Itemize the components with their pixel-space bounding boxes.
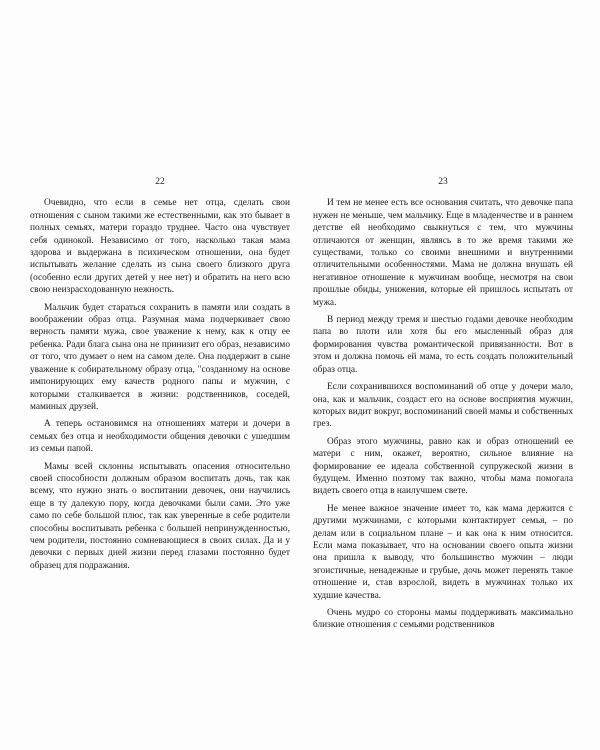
- left-paragraph: А теперь остановимся на отношениях матери и дочери в семьях без отца и необходимости общения девочки с ушедшим из семьи папой.: [30, 419, 290, 455]
- left-page: [30, 176, 290, 572]
- right-paragraph: Если сохранившихся воспоминаний об отце у дочери мало, она, как и мальчик, создаст его на основе восприятия мужчин, которых видит вокруг, воспоминаний своей мамы и собственных грез.: [313, 382, 573, 430]
- left-paragraph: Очевидно, что если в семье нет отца, сделать свои отношения с сыном такими же естественными, как это бывает в полных семьях, матери гораздо труднее. Часто она чувствует себя одинокой. Независимо от того, насколько такая мама здорова и выдержана в психическом отношении, она будет испытывать желание сделать из сына своего близкого друга (особенно если других детей у нее нет) и обратить на него всю свою неизрасходованную нежность.: [30, 198, 290, 296]
- right-paragraph: Не менее важное значение имеет то, как мама держится с другими мужчинами, с которыми контактирует семья, – по делам или в социальном плане – и как она к ним относится. Если мама показывает, что на основании своего опыта жизни она пришла к выводу, что большинство мужчин – люди эгоистичные, ненадежные и грубые, дочь может перенять такое отношение и, став взрослой, видеть в мужчинах только их худшие качества.: [313, 503, 573, 601]
- right-paragraph: В период между тремя и шестью годами девочке необходим папа во плоти или хотя бы его мысленный образ для формирования чувства романтической привязанности. Вот в этом и должна помочь ей мама, то есть создать положительный образ отца.: [313, 315, 573, 375]
- right-page: [313, 176, 573, 632]
- page-number-right: 23: [438, 177, 448, 187]
- left-paragraph: Мальчик будет стараться сохранить в памяти или создать в воображении образ отца. Разумная мама подчеркивает свою верность памяти мужа, свое уважение к нему, как к отцу ее ребенка. Ради блага сына она не принизит его образ, независимо от того, что думает о нем на самом деле. Она поддержит в сыне уважение к собирательному образу отца, "созданному на основе импонирующих ему качеств родного папы и мужчин, с которыми сталкивается в жизни: родственников, соседей, маминых друзей.: [30, 302, 290, 412]
- right-paragraph: И тем не менее есть все основания считать, что девочке папа нужен не меньше, чем мальчику. Еще в младенчестве и в раннем детстве ей необходимо свыкнуться с тем, что мужчины отличаются от женщин, являясь в то же время такими же существами, только со своими внешними и внутренними отличительными особенностями. Мама не должна внушать ей негативное отношение к мужчинам вообще, несмотря на свои прошлые обиды, унижения, которые ей пришлось испытать от мужа.: [313, 198, 573, 308]
- right-paragraph: Образ этого мужчины, равно как и образ отношений ее матери с ним, окажет, вероятно, сильное влияние на формирование ее идеала собственной супружеской жизни в будущем. Именно поэтому так важно, чтобы мама помогала видеть своего отца в наилучшем свете.: [313, 436, 573, 497]
- left-paragraph: Мамы всей склонны испытывать опасения относительно своей способности должным образом воспитать дочь, так как всему, что нужно знать о воспитании девочек, они научились еще в ту далекую пору, когда девочками были сами. Это уже само по себе большой плюс, так как уверенные в себе родители способны воспитывать ребенка с большей непринужденностью, чем родители, постоянно сомневающиеся в своих силах. Да и у девочки с первых дней жизни перед глазами постоянно будет образец для подражания.: [30, 461, 290, 571]
- right-paragraph: Очень мудро со стороны мамы поддерживать максимально близкие отношения с семьями родственников: [313, 608, 573, 631]
- page-number-left: 22: [155, 177, 165, 187]
